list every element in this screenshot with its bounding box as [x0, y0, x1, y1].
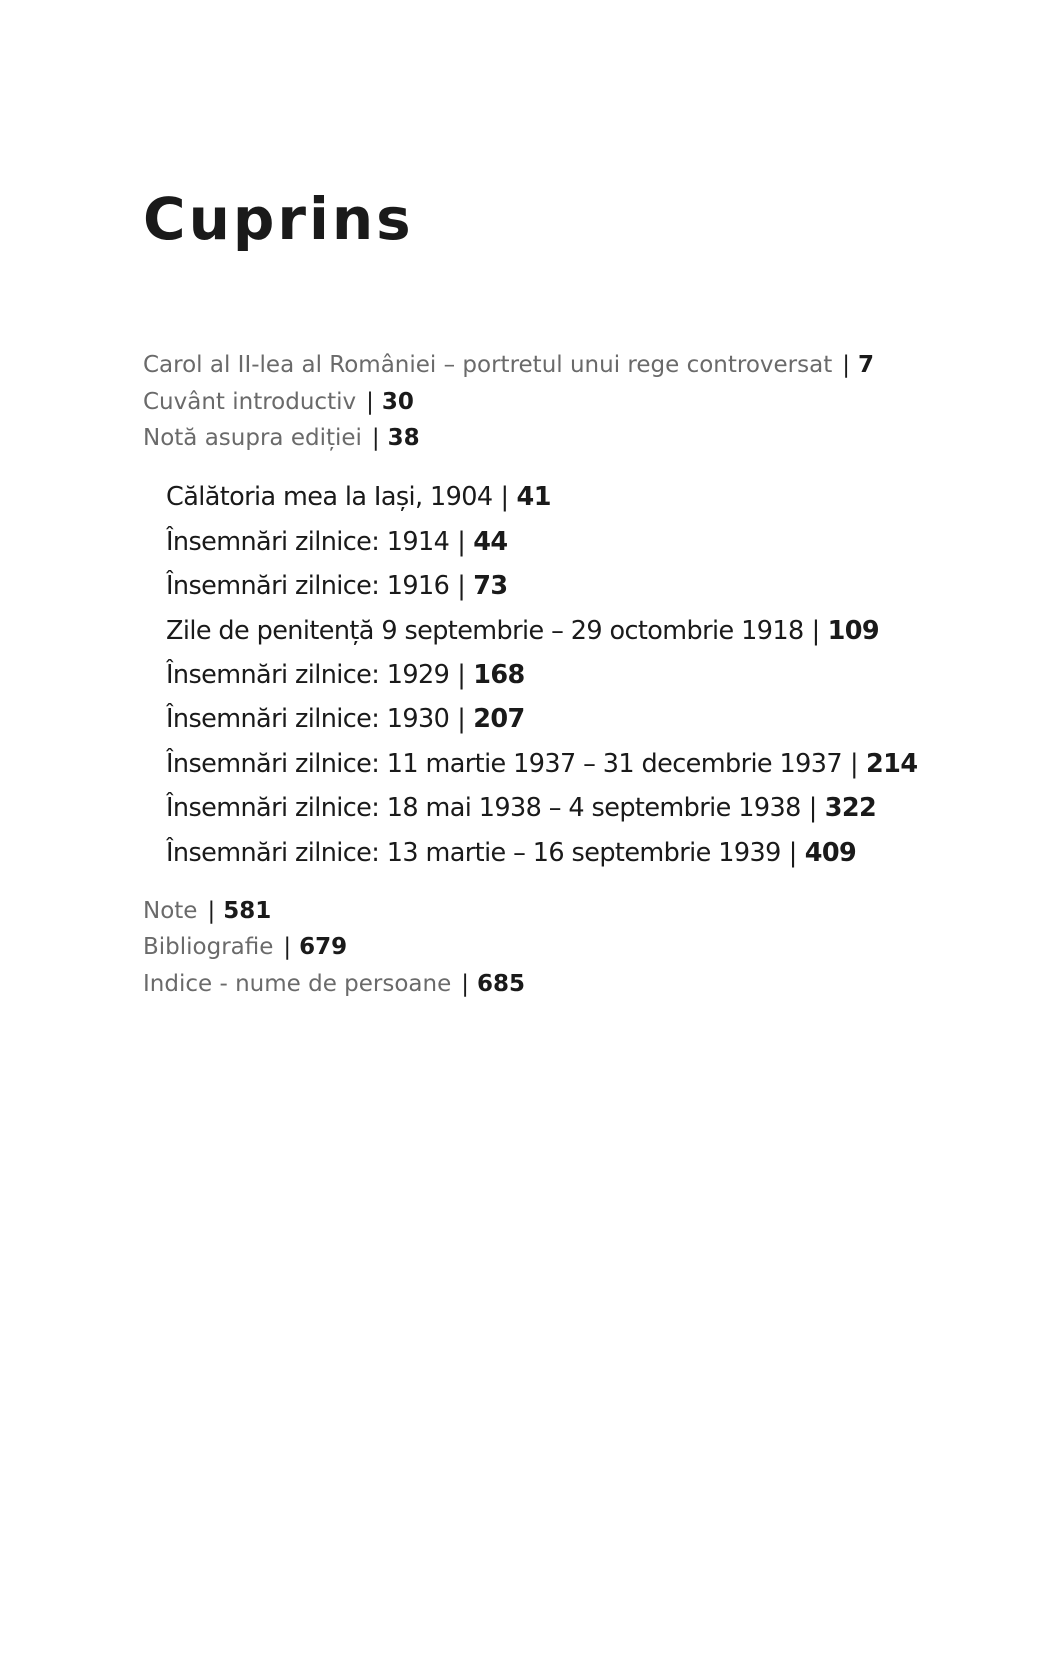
- toc-entry-title: Însemnări zilnice: 13 martie – 16 septembrie 1939: [166, 838, 781, 868]
- toc-entry-front-intro[interactable]: [143, 391, 414, 414]
- toc-entry-title: Carol al II-lea al României – portretul unui rege controversat: [143, 352, 833, 378]
- toc-entry-page: 7: [857, 352, 874, 378]
- toc-entry-chapter-3[interactable]: [166, 571, 508, 601]
- toc-entry-chapter-1[interactable]: [166, 482, 551, 512]
- toc-entry-page: 409: [804, 838, 857, 868]
- toc-entry-page: 109: [827, 616, 880, 646]
- toc-entry-front-edition-note[interactable]: [143, 427, 420, 450]
- toc-entry-page: 581: [223, 898, 272, 924]
- toc-entry-page: 207: [473, 704, 525, 734]
- toc-entry-page: 322: [824, 793, 877, 823]
- toc-separator: |: [788, 838, 797, 868]
- toc-entry-title: Indice - nume de persoane: [143, 971, 452, 997]
- toc-separator: |: [366, 389, 374, 415]
- toc-entry-title: Notă asupra ediției: [143, 425, 362, 451]
- toc-separator: |: [811, 616, 820, 646]
- toc-entry-page: 41: [516, 482, 551, 512]
- toc-entry-chapter-7[interactable]: [166, 749, 918, 779]
- toc-entry-back-bibliography[interactable]: [143, 936, 347, 959]
- toc-entry-page: 38: [387, 425, 420, 451]
- toc-entry-title: Însemnări zilnice: 11 martie 1937 – 31 decembrie 1937: [166, 749, 843, 779]
- toc-entry-chapter-9[interactable]: [166, 838, 857, 868]
- toc-entry-title: Însemnări zilnice: 1929: [166, 660, 450, 690]
- toc-entry-page: 30: [381, 389, 414, 415]
- toc-entry-chapter-8[interactable]: [166, 793, 877, 823]
- toc-entry-chapter-5[interactable]: [166, 660, 525, 690]
- page-title: Cuprins: [143, 185, 414, 253]
- toc-separator: |: [457, 660, 466, 690]
- toc-entry-title: Călătoria mea la Iași, 1904: [166, 482, 493, 512]
- toc-separator: |: [842, 352, 850, 378]
- toc-separator: |: [850, 749, 859, 779]
- toc-separator: |: [371, 425, 380, 451]
- toc-entry-chapter-2[interactable]: [166, 527, 508, 557]
- toc-separator: |: [500, 482, 509, 512]
- toc-entry-front-portrait[interactable]: [143, 354, 874, 377]
- toc-entry-back-index[interactable]: [143, 973, 525, 996]
- toc-entry-page: 214: [866, 749, 918, 779]
- toc-entry-title: Însemnări zilnice: 1914: [166, 527, 450, 557]
- toc-entry-page: 44: [473, 527, 508, 557]
- toc-entry-title: Note: [143, 898, 198, 924]
- toc-separator: |: [808, 793, 817, 823]
- toc-entry-chapter-4[interactable]: [166, 616, 880, 646]
- toc-separator: |: [283, 934, 292, 960]
- toc-separator: |: [207, 898, 216, 924]
- toc-entry-title: Însemnări zilnice: 1930: [166, 704, 450, 734]
- toc-separator: |: [461, 971, 469, 997]
- toc-separator: |: [457, 704, 466, 734]
- toc-entry-page: 73: [473, 571, 508, 601]
- toc-entry-title: Zile de penitență 9 septembrie – 29 octombrie 1918: [166, 616, 804, 646]
- toc-entry-chapter-6[interactable]: [166, 704, 525, 734]
- toc-entry-title: Cuvânt introductiv: [143, 389, 357, 415]
- toc-entry-page: 685: [476, 971, 525, 997]
- toc-entry-page: 679: [299, 934, 348, 960]
- toc-entry-title: Însemnări zilnice: 18 mai 1938 – 4 septembrie 1938: [166, 793, 801, 823]
- toc-entry-title: Bibliografie: [143, 934, 274, 960]
- toc-entry-back-notes[interactable]: [143, 900, 271, 923]
- toc-separator: |: [457, 527, 466, 557]
- toc-entry-page: 168: [473, 660, 525, 690]
- toc-entry-title: Însemnări zilnice: 1916: [166, 571, 450, 601]
- toc-separator: |: [457, 571, 466, 601]
